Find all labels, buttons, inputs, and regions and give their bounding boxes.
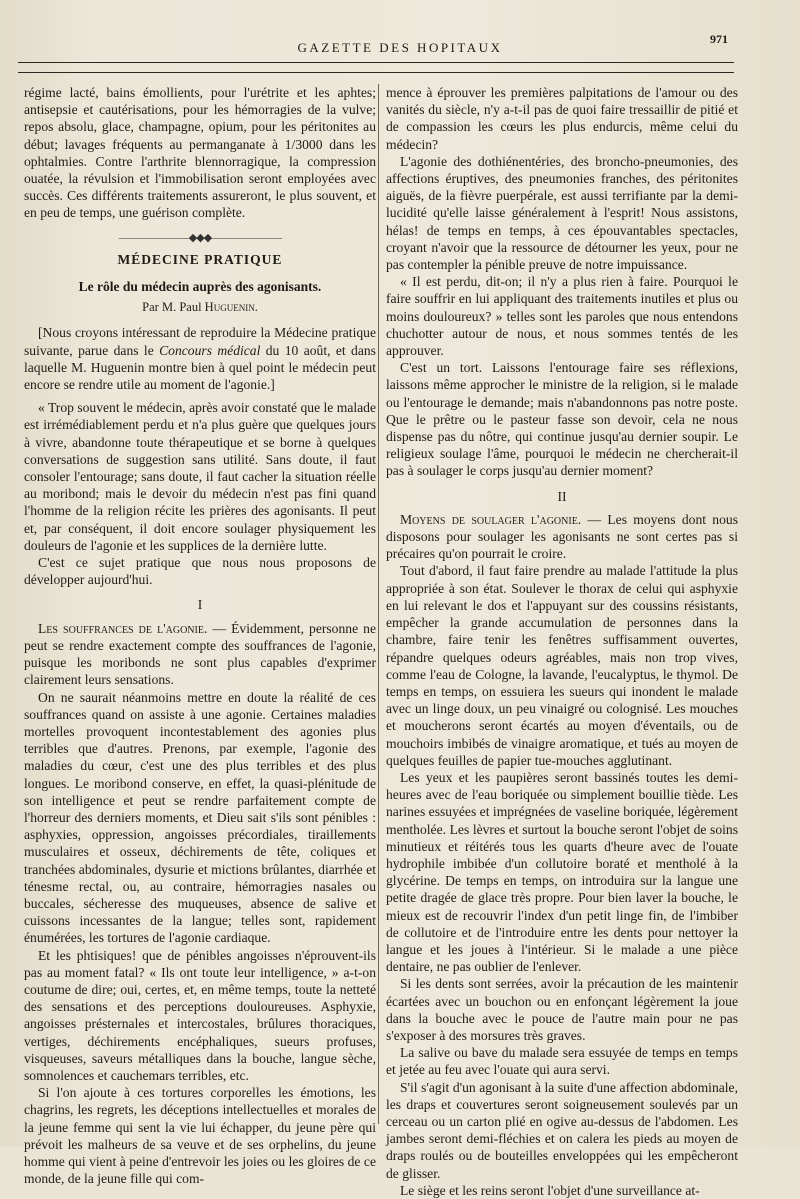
- paragraph-quote: « Trop souvent le médecin, après avoir constaté que le malade est irrémédiablement perdu et n'a plus guère que quelques jours à vivre, abandonne toute thérapeutique et se borne à quelques conversations de suggestion sans utilité. Sans doute, il faut consoler l'entourage; sans doute, il faut cacher la situation réelle au moribond; mais le devoir du médecin n'est pas fini quand l'homme de la religion récite les prières des agonisants. Il peut et, par conséquent, il doit encore soulager physiquement les douleurs de l'agonie et les supplices de la dernière lutte.: [24, 400, 376, 553]
- byline: [24, 299, 376, 316]
- header-rule-thin: [18, 72, 734, 73]
- left-column: [24, 84, 376, 1187]
- souffrances-label: Les souffrances de l'agonie.: [38, 620, 208, 636]
- souffrances-text: — Évidemment, personne ne peut se rendre exactement compte des souffrances de l'agonie, puisque les moribonds ne sont plus capables d'exprimer clairement leurs sensations.: [24, 620, 376, 688]
- header-rule-thick: [18, 62, 734, 63]
- paragraph-souffrances: [24, 620, 376, 689]
- right-column: [386, 84, 738, 1199]
- running-title: GAZETTE DES HOPITAUX: [297, 40, 503, 55]
- byline-suffix: .: [254, 300, 258, 315]
- article-title: Le rôle du médecin auprès des agonisants.: [78, 279, 322, 295]
- paragraph-intro: régime lacté, bains émollients, pour l'urétrite et les aphtes; antisepsie et cautérisations, pour les hémorragies de la vulve; repos absolu, glace, champagne, opium, pour les péritonites au début; lavages fréquents au permanganate à 1/3000 dans les ophtalmies. Contre l'arthrite blennorragique, la compression ouatée, la révulsion et l'immobilisation seront employées avec succès. Ces différents traitements assureront, le plus souvent, et en peu de temps, une guérison complète.: [24, 85, 376, 221]
- editor-note-journal: Concours médical: [159, 342, 261, 358]
- paragraph-continued: mence à éprouver les premières palpitations de l'amour ou des vanités du siècle, n'y a-t-il pas de quoi faire tressaillir de pitié et de compassion les cœurs les plus endurcis, même celui du médecin?: [386, 85, 738, 152]
- section-title: MÉDECINE PRATIQUE: [117, 251, 283, 267]
- paragraph-tortures: Si l'on ajoute à ces tortures corporelles les émotions, les chagrins, les regrets, les déceptions intellectuelles et morales de la jeune femme qui sent la vie lui échapper, du jeune père qui prévoit les malheurs de sa veuve et de ses orphelins, du jeune homme qui vient à peine d'entrevoir les joies ou les gloires de ce monde, de la jeune fille qui com-: [24, 1085, 376, 1187]
- moyens-text: — Les moyens dont nous disposons pour soulager les agonisants ne sont certes pas si précaires qu'on pourrait le croire.: [386, 511, 738, 562]
- roman-numeral-2: II: [557, 488, 567, 504]
- page-number: 971: [710, 32, 728, 46]
- editor-note: [24, 324, 376, 393]
- paragraph-tort: C'est un tort. Laissons l'entourage faire ses réflexions, laissons même approcher le ministre de la religion, si le malade ou l'entourage le demande; mais n'abandonnons pas notre poste. Que le prêtre ou le pasteur fasse son devoir, cela ne nous dispense pas du nôtre, qui continue jusqu'au dernier soupir. Le religieux soulage l'âme, pourquoi le médecin ne chercherait-il pas à soulager le corps jusqu'au dernier moment?: [386, 360, 738, 479]
- editor-note-a: [Nous croyons intéressant de reproduire la Médecine pratique suivante, parue dans le: [24, 325, 376, 358]
- paragraph-moyens: [386, 511, 738, 563]
- paragraph-realite: On ne saurait néanmoins mettre en doute la réalité de ces souffrances quand on assiste à une agonie. Certaines maladies mortelles provoquent incontestablement des agonies plus terribles que d'autres. Prenons, par exemple, l'agonie des maladies du cœur, c'est une des plus terribles et des plus longues. Le moribond conserve, en effet, la quasi-plénitude de son intelligence et peut se rendre parfaitement compte de l'horreur des derniers moments, et Dieu sait s'ils sont pénibles : asphyxies, oppression, angoisses précordiales, tiraillements musculaires et osseux, déchirements de tête, coliques et tranchées abdominales, dysurie et mictions brûlantes, diarrhée et ténesme rectal, ou, au contraire, hémorragies nasales ou buccales, sécheresse des muqueuses, absence de salive et cuissons incessantes de la langue; telles sont, rapidement énumérées, les tortures de l'agonie cardiaque.: [24, 689, 376, 946]
- paragraph-yeux: Les yeux et les paupières seront bassinés toutes les demi-heures avec de l'eau boriquée ou simplement bouillie tiède. Les narines essuyées et imprégnées de vaseline boriquée, légèrement mentholée. Les lèvres et surtout la bouche seront l'objet de soins minutieux et réitérés tous les quarts d'heure avec de l'ouate hydrophile imbibée d'un collutoire boraté et mentholé à la glycérine. De temps en temps, on introduira sur la langue une petite dragée de glace très propre. Pour bien laver la bouche, le mieux est de recouvrir l'index d'un petit linge fin, de l'imbiber de collutoire et de l'introduire entre les dents pour nettoyer la langue et les joues à l'intérieur. Si le malade a une pièce dentaire, ne pas oublier de l'enlever.: [386, 769, 738, 975]
- paragraph-abdominale: S'il s'agit d'un agonisant à la suite d'une affection abdominale, les draps et couvertures seront soigneusement soulevés par un cerceau ou un carton plié en ogive au-dessus de l'abdomen. Les jambes seront demi-fléchies et on calera les pieds au moyen de draps roulés ou de bouteilles enveloppées qui les empêcheront de glisser.: [386, 1079, 738, 1181]
- roman-numeral-1: I: [197, 597, 203, 613]
- paragraph-phtisiques: Et les phtisiques! que de pénibles angoisses n'éprouvent-ils pas au moment fatal? « Ils ont toute leur intelligence, » a-t-on coutume de dire; oui, certes, et, en même temps, toute la netteté des sensations et des perceptions douloureuses. Asphyxie, angoisses présternales et intercostales, brûlures thoraciques, vertiges, déchirements encéphaliques, sueurs profuses, visqueuses, saveurs métalliques dans la bouche, langue sèche, somnolences et cauchemars terribles, etc.: [24, 947, 376, 1083]
- paragraph-dents: Si les dents sont serrées, avoir la précaution de les maintenir écartées avec un bouchon ou en enfonçant légèrement la joue dans la bouche avec le pouce de l'autre main pour ne pas s'exposer à des morsures très graves.: [386, 976, 738, 1043]
- moyens-label: Moyens de soulager l'agonie.: [400, 511, 582, 527]
- paragraph-siege: Le siège et les reins seront l'objet d'une surveillance at-: [400, 1182, 700, 1198]
- byline-prefix: Par M. Paul: [142, 300, 205, 315]
- paragraph-perdu: « Il est perdu, dit-on; il n'y a plus rien à faire. Pourquoi le faire souffrir en lui appliquant des traitements inutiles et plus ou moins douloureux? » telles sont les paroles que nous entendons chuchotter autour de nous, et nous sommes tentés de les approuver.: [386, 274, 738, 359]
- paragraph-dothienenteries: L'agonie des dothiénentéries, des broncho-pneumonies, des affections éruptives, des pneumonies franches, des péritonites aiguës, de la fièvre puerpérale, est aussi terrifiante par la demi-lucidité qu'elle laisse généralement à l'esprit! Nous assistons, hélas! de temps en temps, à ces épouvantables spectacles, croyant n'avoir que la ressource de détourner les yeux, pour ne pas contempler la pénible preuve de notre impuissance.: [386, 153, 738, 273]
- paragraph-salive: La salive ou bave du malade sera essuyée de temps en temps et jetée au feu avec l'ouate qui aura servi.: [386, 1045, 738, 1078]
- byline-author: Huguenin: [204, 300, 255, 315]
- paragraph-subject: C'est ce sujet pratique que nous nous proposons de développer aujourd'hui.: [24, 555, 376, 588]
- column-divider: [378, 84, 379, 1124]
- editor-note-b: du 10 août, et dans laquelle M. Huguenin montre bien à quel point le médecin peut encore se rendre utile au moment de l'agonie.]: [24, 342, 376, 393]
- section-ornament: ———————◆◆◆———————: [118, 231, 282, 244]
- paragraph-abord: Tout d'abord, il faut faire prendre au malade l'attitude la plus appropriée à son état. Soulever le thorax de celui qui asphyxie en lui relevant le dos et l'appuyant sur des coussins résistants, empêcher la grande accumulation de personnes dans la chambre, faire tenir les fenêtres suffisamment ouvertes, répandre quelques odeurs agréables, mais non trop vives, comme l'eau de Cologne, la lavande, l'eucalyptus, le thymol. De temps en temps, on essuiera les sueurs qui inondent le malade avec un linge doux, un peu vinaigré ou colognisé. Les mouches et moucherons seront écartés au moyen d'éventails, ou de mouchoirs imbibés de vinaigre aromatique, et tués au moyen de quelques feuilles de papier tue-mouches agglutinant.: [386, 563, 738, 768]
